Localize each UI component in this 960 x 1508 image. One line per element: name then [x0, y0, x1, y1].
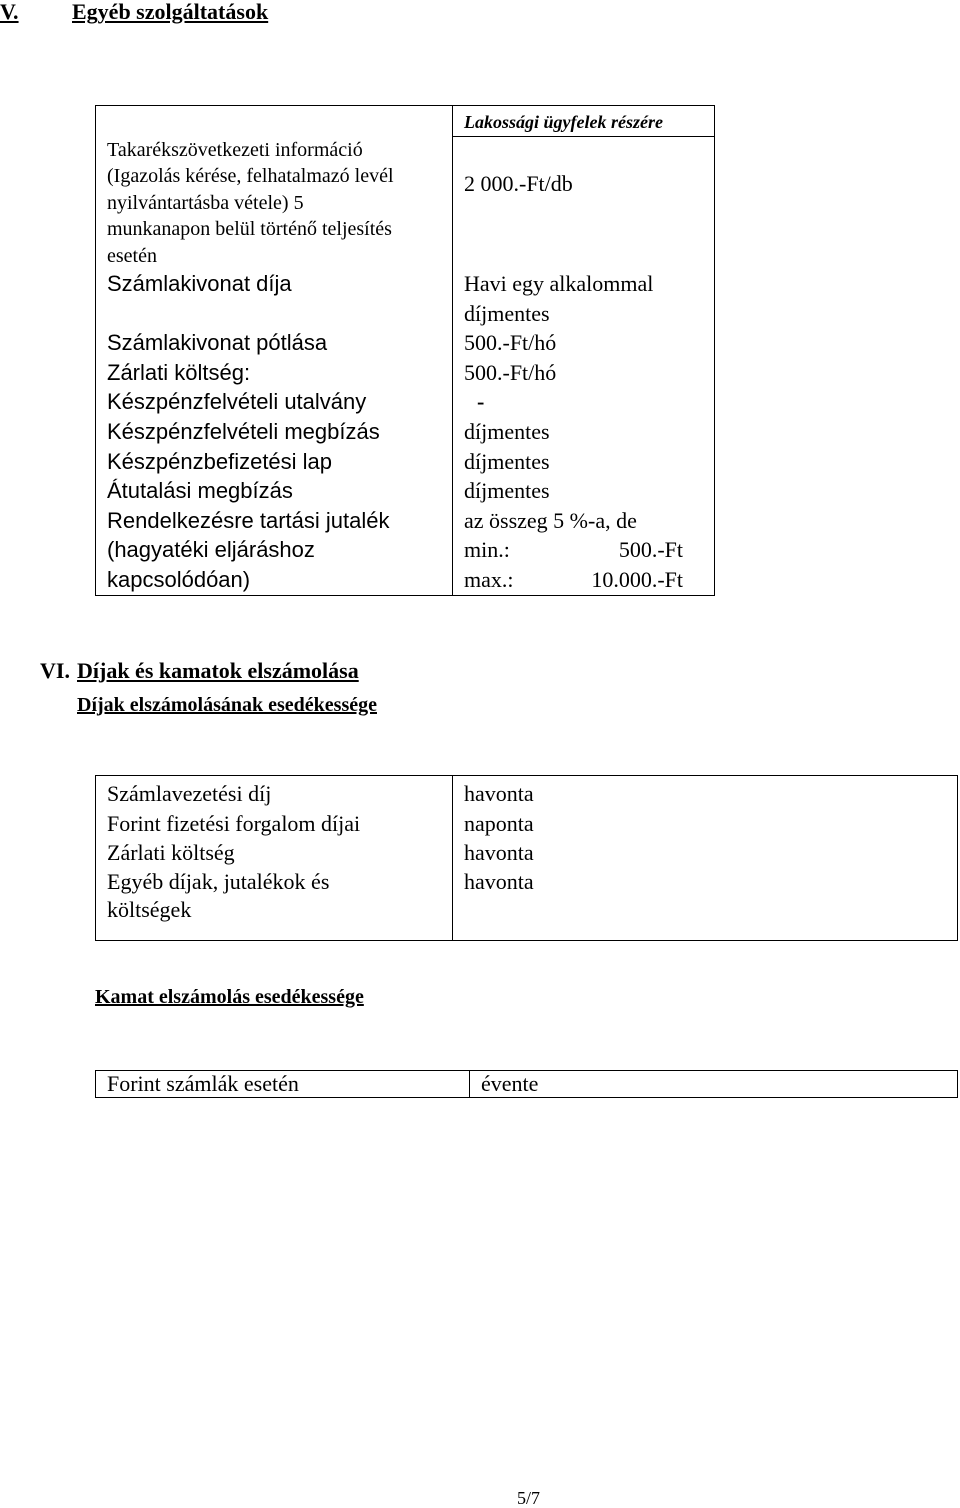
- table-header-empty: [96, 106, 453, 137]
- fees-due-subheading: Díjak elszámolásának esedékessége: [77, 694, 377, 716]
- row-value: díjmentes: [453, 417, 715, 447]
- row-value: havonta: [464, 868, 534, 894]
- section-vi-number: VI.: [40, 658, 70, 683]
- row-label: Számlakivonat pótlása: [96, 328, 453, 358]
- row-label: Rendelkezésre tartási jutalék (hagyatéki eljáráshoz kapcsolódóan): [96, 506, 453, 595]
- row-label: Forint fizetési forgalom díjai: [96, 809, 453, 839]
- table-row: [96, 809, 958, 839]
- fees-due-table: [95, 775, 958, 941]
- row-label: Forint számlák esetén: [96, 1071, 470, 1098]
- row-value: díjmentes: [453, 476, 715, 506]
- row-label: Zárlati költség:: [96, 358, 453, 388]
- table-header: Lakossági ügyfelek részére: [453, 106, 715, 137]
- table-row: [96, 447, 715, 477]
- table-row: [96, 387, 715, 417]
- page-number: 5/7: [517, 1488, 541, 1508]
- section-v-title: Egyéb szolgáltatások: [72, 0, 269, 24]
- row-label: Számlakivonat díja: [96, 269, 453, 328]
- row-value: az összeg 5 %-a, de min.: 500.-Ft max.: 10.000.-Ft: [453, 506, 715, 595]
- row-label: Zárlati költség: [96, 838, 453, 868]
- table-row: [96, 269, 715, 328]
- table-row: [96, 838, 958, 868]
- row-label: Átutalási megbízás: [96, 476, 453, 506]
- other-services-table: [95, 105, 715, 596]
- table-row: [96, 417, 715, 447]
- row-label: Egyéb díjak, jutalékok és költségek: [96, 868, 453, 941]
- row-label: Takarékszövetkezeti információ (Igazolás kérése, felhatalmazó levél nyilvántartásba vétele) 5 munkanapon belül történő teljesítés esetén: [96, 137, 453, 270]
- table-row: [96, 358, 715, 388]
- table-row: [96, 328, 715, 358]
- table-row: [96, 868, 958, 941]
- table-row: [96, 506, 715, 595]
- row-label: Készpénzfelvételi utalvány: [96, 387, 453, 417]
- table-row: [96, 476, 715, 506]
- row-value: 2 000.-Ft/db: [453, 137, 715, 270]
- row-label: Készpénzbefizetési lap: [96, 447, 453, 477]
- table-row: [96, 137, 715, 270]
- table-row: [96, 776, 958, 809]
- table-row: [96, 1071, 958, 1098]
- interest-due-table: [95, 1070, 958, 1098]
- row-value: 500.-Ft/hó: [453, 358, 715, 388]
- section-vi-title: Díjak és kamatok elszámolása: [77, 658, 359, 683]
- row-value: havonta: [464, 840, 534, 865]
- row-value: Havi egy alkalommal díjmentes: [453, 269, 715, 328]
- row-label: Készpénzfelvételi megbízás: [96, 417, 453, 447]
- row-value: havonta: [464, 781, 534, 806]
- row-value: évente: [481, 1071, 539, 1096]
- interest-due-heading: Kamat elszámolás esedékessége: [95, 986, 364, 1008]
- row-label: Számlavezetési díj: [96, 776, 453, 809]
- row-value: díjmentes: [453, 447, 715, 477]
- row-value: 500.-Ft/hó: [453, 328, 715, 358]
- section-v-number: V.: [0, 0, 19, 24]
- row-value: -: [453, 387, 715, 417]
- row-value: naponta: [464, 810, 534, 836]
